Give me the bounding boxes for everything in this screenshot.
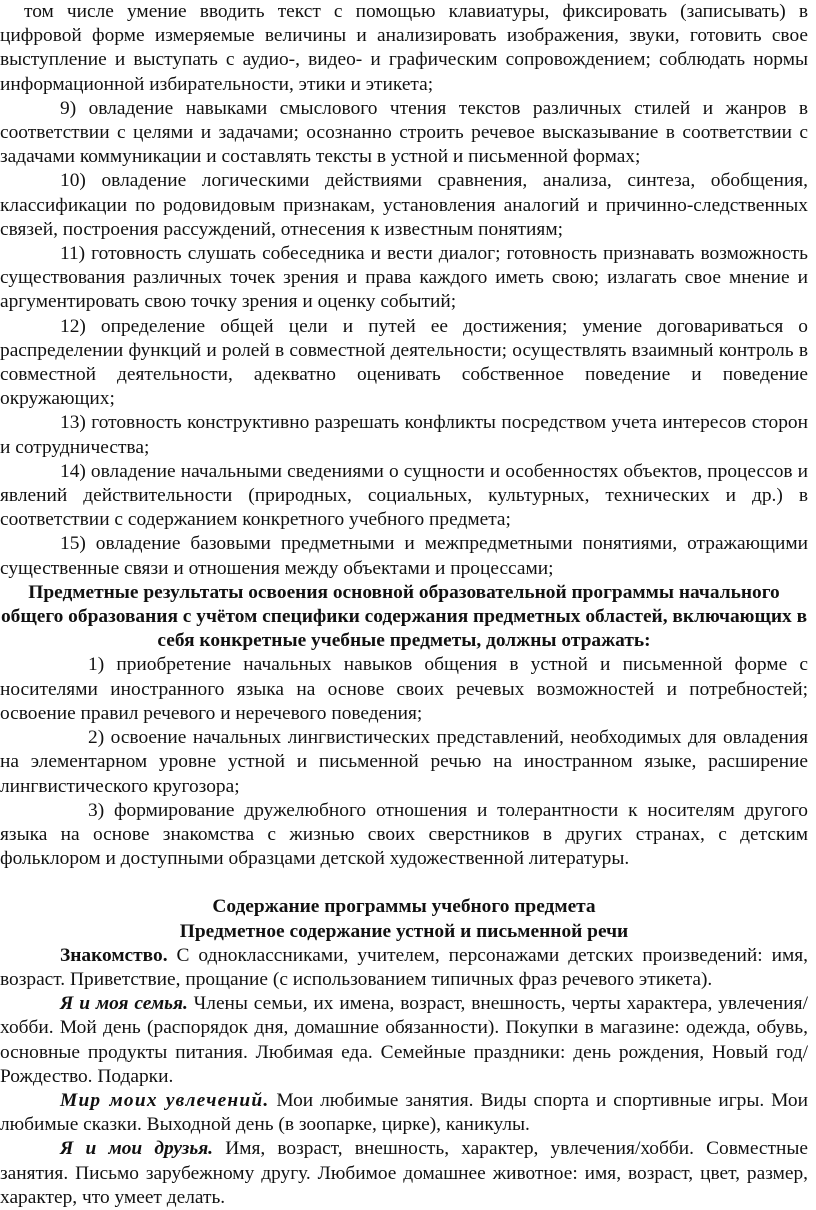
subject-result-item: 3) формирование дружелюбного отношения и толерантности к носителям другого языка на основе знакомства с жизнью своих сверстников в других странах, с детским фольклором и доступными образцами детской художественной литературы. (0, 799, 808, 870)
topic-title: Знакомство. (60, 944, 168, 966)
topic-paragraph (0, 992, 808, 1089)
list-item: 9) овладение навыками смыслового чтения текстов различных стилей и жанров в соответствии с целями и задачами; осознанно строить речевое высказывание в соответствии с задачами коммуникации и составлять тексты в устной и письменной формах; (0, 97, 808, 168)
list-item: 14) овладение начальными сведениями о сущности и особенностях объектов, процессов и явлений действительности (природных, социальных, культурных, технических и др.) в соответствии с содержанием конкретного учебного предмета; (0, 460, 808, 531)
topic-title: Я и моя семья. (60, 993, 188, 1015)
topic-text: Имя, возраст, внешность, характер, увлечения/хобби. Совместные занятия. Письмо зарубежному другу. Любимое домашнее животное: имя, возраст, цвет, размер, характер, что умеет делать. (0, 1138, 809, 1208)
list-item: 10) овладение логическими действиями сравнения, анализа, синтеза, обобщения, классификации по родовидовым признакам, установления аналогий и причинно-следственных связей, построения рассуждений, отнесения к известным понятиям; (0, 170, 808, 240)
content-heading: Содержание программы учебного предмета (212, 896, 596, 918)
topic-title: Мир моих увлечений. (60, 1089, 270, 1111)
list-item: 12) определение общей цели и путей ее достижения; умение договариваться о распределении функций и ролей в совместной деятельности; осуществлять взаимный контроль в совместной деятельности, адекватно оценивать собственное поведение и поведение окружающих; (0, 315, 808, 410)
topic-text: Мои любимые занятия. Виды спорта и спортивные игры. Мои любимые сказки. Выходной день (в зоопарке, цирке), каникулы. (0, 1089, 808, 1136)
section-spacer (0, 871, 808, 895)
topic-text: С одноклассниками, учителем, персонажами детских произведений: имя, возраст. Приветствие, прощание (с использованием типичных фраз речевого этикета). (0, 944, 808, 990)
subject-results-heading: Предметные результаты освоения основной образовательной программы начального общего образования с учётом специфики содержания предметных областей, включающих в себя конкретные учебные предметы, должны отражать: (0, 581, 808, 652)
list-item: 15) овладение базовыми предметными и межпредметными понятиями, отражающими существенные связи и отношения между объектами и процессами; (0, 533, 808, 579)
list-item: 11) готовность слушать собеседника и вести диалог; готовность признавать возможность существования различных точек зрения и права каждого иметь свою; излагать свое мнение и аргументировать свою точку зрения и оценку событий; (0, 243, 808, 313)
topic-title: Я и мои друзья. (60, 1138, 214, 1160)
list-item: 13) готовность конструктивно разрешать конфликты посредством учета интересов сторон и сотрудничества; (0, 412, 808, 458)
subject-result-item: 2) освоение начальных лингвистических представлений, необходимых для овладения на элементарном уровне устной и письменной речью на иностранном языке, расширение лингвистического кругозора; (0, 727, 808, 797)
topic-paragraph (0, 1089, 808, 1137)
topic-paragraph (0, 1137, 808, 1210)
topic-paragraph (0, 944, 808, 992)
continuation-paragraph: том числе умение вводить текст с помощью клавиатуры, фиксировать (записывать) в цифровой форме измеряемые величины и анализировать изображения, звуки, готовить свое выступление и выступать с аудио-, видео- и графическим сопровождением; соблюдать нормы информационной избирательности, этики и этикета; (0, 1, 808, 95)
subject-result-item: 1) приобретение начальных навыков общения в устной и письменной форме с носителями иностранного языка на основе своих речевых возможностей и потребностей; освоение правил речевого и неречевого поведения; (0, 654, 808, 724)
topic-text: Члены семьи, их имена, возраст, внешность, черты характера, увлечения/хобби. Мой день (распорядок дня, домашние обязанности). Покупки в магазине: одежда, обувь, основные продукты питания. Любимая еда. Семейные праздники: день рождения, Новый год/Рождество. Подарки. (0, 993, 808, 1087)
content-subheading: Предметное содержание устной и письменной речи (179, 920, 629, 942)
